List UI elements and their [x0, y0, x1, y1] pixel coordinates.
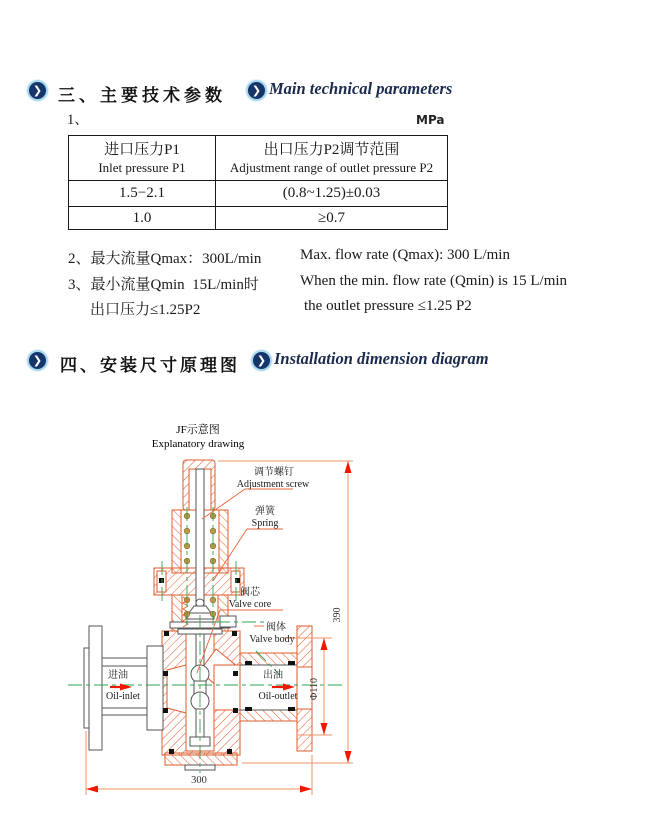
chevron-right-icon: ❯: [256, 354, 267, 367]
label-valve-core-en: Valve core: [228, 599, 272, 610]
section3-title-zh: 三、主要技术参数: [58, 86, 226, 105]
chevron-right-icon: ❯: [32, 84, 43, 97]
section4-bullet-icon: [27, 350, 48, 371]
label-valve-body-zh: 阀体: [266, 622, 286, 633]
dim-overall-height: 390: [332, 607, 343, 623]
dim-flange-diameter: Φ110: [309, 678, 320, 700]
item2-zh: 2、最大流量Qmax：300L/min: [68, 251, 262, 267]
dim-overall-width: 300: [191, 775, 207, 786]
cell-p2-row2: ≥0.7: [216, 207, 448, 230]
label-oil-inlet-zh: 进油: [108, 670, 128, 681]
item2-en: Max. flow rate (Qmax): 300 L/min: [300, 247, 510, 263]
section4-title-zh: 四、安装尺寸原理图: [60, 356, 240, 375]
chevron-right-icon: ❯: [251, 84, 262, 97]
label-oil-outlet-en: Oil-outlet: [258, 691, 298, 702]
label-spring-en: Spring: [251, 518, 279, 529]
inlet-flange: [89, 626, 102, 750]
bottom-cap: [165, 753, 237, 765]
outlet-flange-lower: [297, 709, 312, 751]
outlet-flange-upper: [297, 626, 312, 667]
table-row: [69, 181, 448, 207]
header-outlet-zh: 出口压力P2调节范围: [263, 142, 400, 159]
table-row: [69, 207, 448, 230]
cell-p2-row1: (0.8~1.25)±0.03: [216, 181, 448, 207]
pressure-parameters-table: [68, 135, 448, 230]
label-oil-outlet-zh: 出油: [263, 670, 283, 681]
item3-zh: 3、最小流量Qmin 15L/min时: [68, 277, 259, 293]
item3b-en: the outlet pressure ≤1.25 P2: [304, 298, 472, 314]
section4-bullet-icon-en: [251, 350, 272, 371]
header-outlet-range: [216, 136, 448, 181]
adjustment-screw-stem: [196, 469, 204, 619]
header-outlet-en: Adjustment range of outlet pressure P2: [229, 160, 434, 176]
cell-p1-row1: 1.5−2.1: [69, 181, 216, 207]
inlet-connector: [147, 646, 163, 730]
chevron-right-icon: ❯: [32, 354, 43, 367]
section3-title-en: Main technical parameters: [269, 79, 453, 98]
header-inlet-en: Inlet pressure P1: [98, 160, 186, 176]
inlet-back-plate: [84, 648, 89, 728]
label-valve-body-en: Valve body: [249, 634, 295, 645]
table-header-row: [69, 136, 448, 181]
list-item1-label: 1、: [67, 112, 89, 128]
header-inlet-zh: 进口压力P1: [104, 142, 180, 159]
section4-title-en: Installation dimension diagram: [274, 349, 489, 368]
label-spring-zh: 弹簧: [255, 506, 275, 517]
drawing-caption-zh: JF示意图: [176, 424, 220, 436]
section3-bullet-icon-en: [246, 80, 267, 101]
drawing-caption-en: Explanatory drawing: [151, 438, 245, 450]
label-adjustment-screw-en: Adjustment screw: [236, 479, 310, 490]
label-adjustment-screw-zh: 调节螺钉: [254, 467, 294, 478]
cell-p1-row2: 1.0: [69, 207, 216, 230]
pressure-unit-label: MPa: [416, 113, 445, 127]
label-valve-core-zh: 阀芯: [240, 587, 260, 598]
valve-sectioned-parts: [154, 460, 312, 765]
label-oil-inlet-en: Oil-inlet: [106, 691, 140, 702]
header-inlet-pressure: [69, 136, 216, 181]
item3-en: When the min. flow rate (Qmin) is 15 L/min: [300, 273, 568, 289]
valve-installation-drawing: [40, 403, 460, 808]
item3b-zh: 出口压力≤1.25P2: [90, 302, 201, 318]
section3-bullet-icon: [27, 80, 48, 101]
side-port: [220, 616, 236, 627]
outlet-pipe-bottom-wall: [240, 710, 297, 721]
